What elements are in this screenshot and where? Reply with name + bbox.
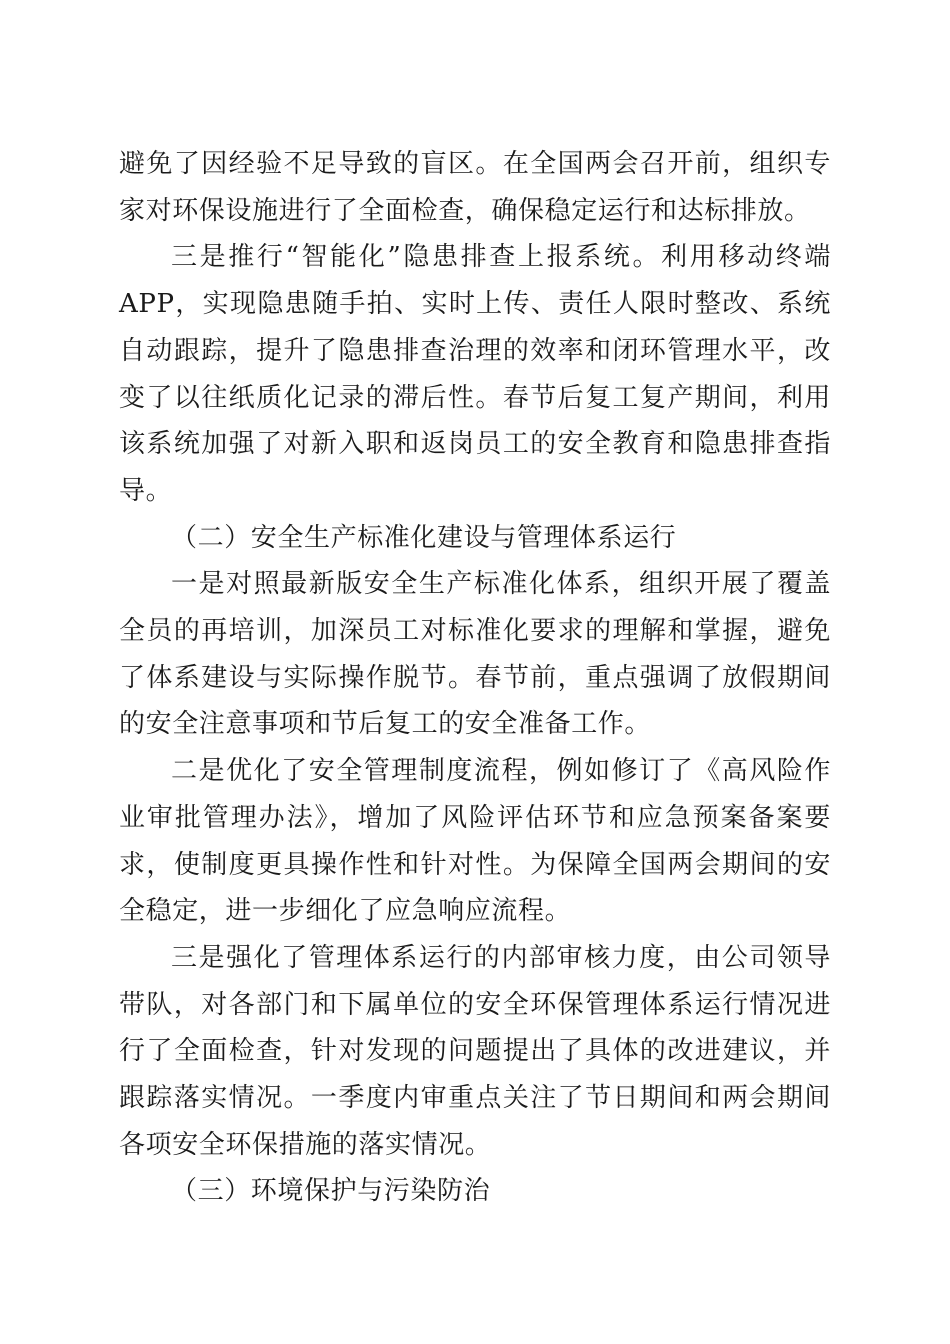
paragraph-continuation: 避免了因经验不足导致的盲区。在全国两会召开前，组织专家对环保设施进行了全面检查，确保稳定运行和达标排放。 [119, 149, 831, 226]
paragraph-standardization-training: 一是对照最新版安全生产标准化体系，组织开展了覆盖全员的再培训，加深员工对标准化要求的理解和掌握，避免了体系建设与实际操作脱节。春节前，重点强调了放假期间的安全注意事项和节后复工的安全准备工作。 [119, 569, 831, 740]
paragraph-management-process: 二是优化了安全管理制度流程，例如修订了《高风险作业审批管理办法》，增加了风险评估环节和应急预案备案要求，使制度更具操作性和针对性。为保障全国两会期间的安全稳定，进一步细化了应急响应流程。 [119, 756, 831, 927]
section-heading-3: （三）环境保护与污染防治 [171, 1176, 491, 1207]
document-body [119, 141, 831, 1215]
paragraph-smart-hazard-system: 三是推行“智能化”隐患排查上报系统。利用移动终端APP，实现隐患随手拍、实时上传、责任人限时整改、系统自动跟踪，提升了隐患排查治理的效率和闭环管理水平，改变了以往纸质化记录的滞后性。春节后复工复产期间，利用该系统加强了对新入职和返岗员工的安全教育和隐患排查指导。 [119, 242, 831, 506]
paragraph-internal-audit: 三是强化了管理体系运行的内部审核力度，由公司领导带队，对各部门和下属单位的安全环保管理体系运行情况进行了全面检查，针对发现的问题提出了具体的改进建议，并跟踪落实情况。一季度内审重点关注了节日期间和两会期间各项安全环保措施的落实情况。 [119, 942, 831, 1160]
section-heading-2: （二）安全生产标准化建设与管理体系运行 [171, 522, 677, 553]
